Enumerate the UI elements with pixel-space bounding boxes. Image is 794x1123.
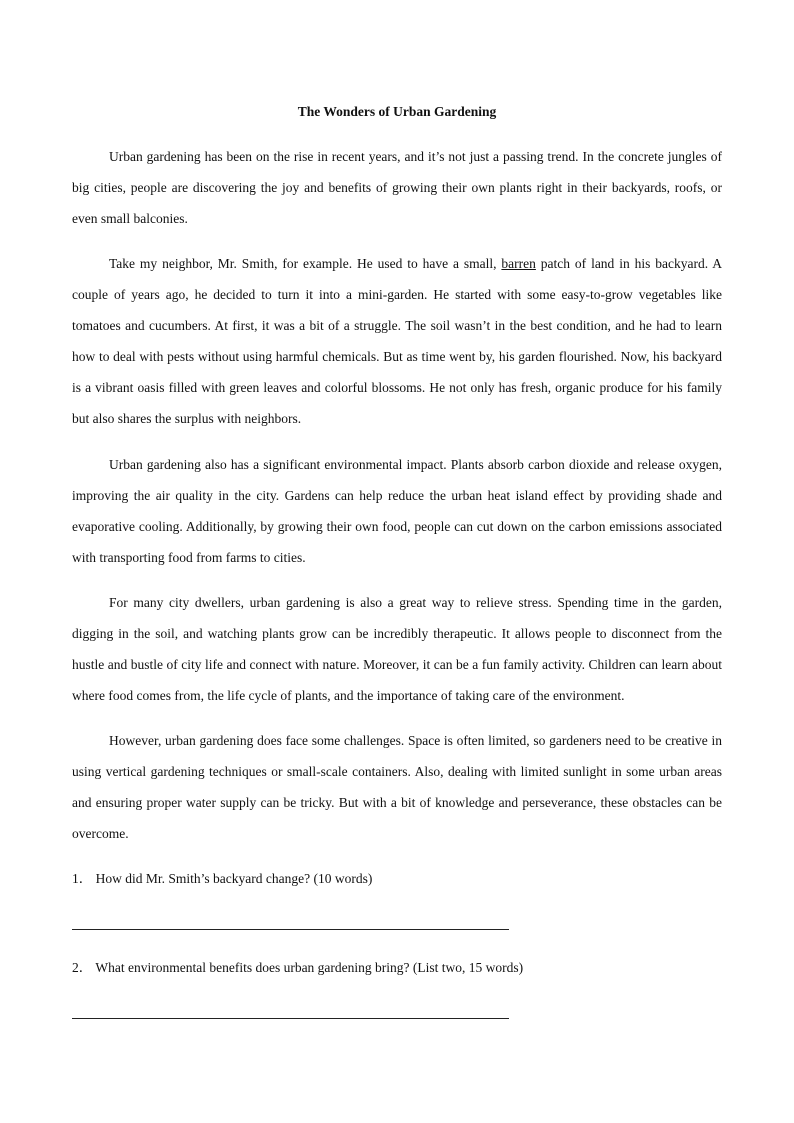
- paragraph-2-text-end: patch of land in his backyard. A couple of years ago, he decided to turn it into a mini-garden. He started with some easy-to-grow vegetables like tomatoes and cucumbers. At first, it was a bit of a struggle. The soil wasn’t in the best condition, and he had to learn how to deal with pests without using harmful chemicals. But as time went by, his garden flourished. Now, his backyard is a vibrant oasis filled with green leaves and colorful blossoms. He not only has fresh, organic produce for his family but also shares the surplus with neighbors.: [72, 256, 722, 426]
- paragraph-3: Urban gardening also has a significant environmental impact. Plants absorb carbon dioxide and release oxygen, improving the air quality in the city. Gardens can help reduce the urban heat island effect by providing shade and evaporative cooling. Additionally, by growing their own food, people can cut down on the carbon emissions associated with transporting food from farms to cities.: [72, 457, 722, 565]
- paragraph-2-text-start: Take my neighbor, Mr. Smith, for example. He used to have a small,: [109, 256, 502, 271]
- paragraph-2: [72, 248, 722, 434]
- paragraph-1: Urban gardening has been on the rise in recent years, and it’s not just a passing trend. In the concrete jungles of big cities, people are discovering the joy and benefits of growing their own plants right in their backyards, roofs, or even small balconies.: [72, 149, 722, 226]
- answer-line-2[interactable]: [72, 1018, 509, 1019]
- paragraph-5: However, urban gardening does face some challenges. Space is often limited, so gardeners need to be creative in using vertical gardening techniques or small-scale containers. Also, dealing with limited sunlight in some urban areas and ensuring proper water supply can be tricky. But with a bit of knowledge and perseverance, these obstacles can be overcome.: [72, 733, 722, 841]
- page-title: The Wonders of Urban Gardening: [297, 104, 497, 119]
- question-2: 2． What environmental benefits does urban gardening bring? (List two, 15 words): [72, 960, 524, 975]
- answer-line-1[interactable]: [72, 929, 509, 930]
- question-1: 1． How did Mr. Smith’s backyard change? (10 words): [72, 871, 373, 886]
- paragraph-4: For many city dwellers, urban gardening is also a great way to relieve stress. Spending time in the garden, digging in the soil, and watching plants grow can be incredibly therapeutic. It allows people to disconnect from the hustle and bustle of city life and connect with nature. Moreover, it can be a fun family activity. Children can learn about where food comes from, the life cycle of plants, and the importance of taking care of the environment.: [72, 595, 722, 703]
- underlined-word: barren: [501, 256, 536, 271]
